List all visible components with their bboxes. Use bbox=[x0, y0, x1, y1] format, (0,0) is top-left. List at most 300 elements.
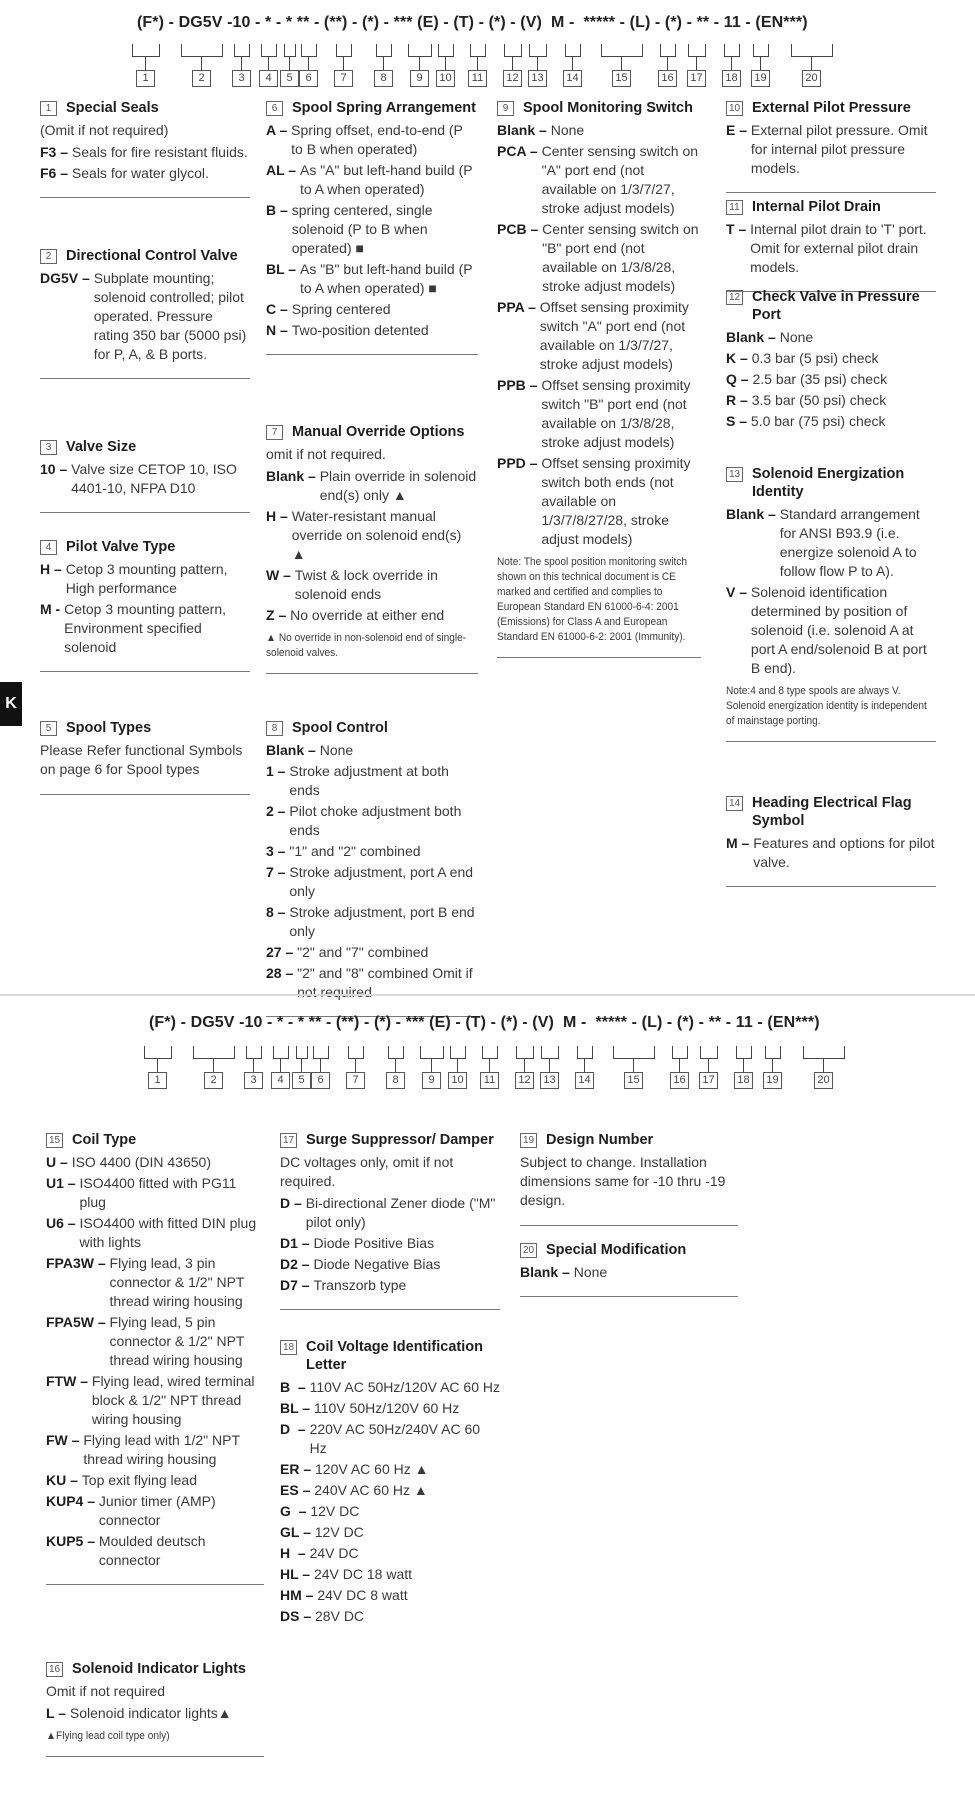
option-code: HL – bbox=[280, 1566, 314, 1582]
code-bracket bbox=[516, 1046, 534, 1059]
option-description: Solenoid indicator lights▲ bbox=[69, 1705, 232, 1721]
code-position-box: 16 bbox=[670, 1072, 689, 1089]
option-code: Blank – bbox=[266, 468, 320, 484]
option-description: Flying lead, 5 pin connector & 1/2" NPT thread wiring housing bbox=[109, 1314, 245, 1368]
section-title: External Pilot Pressure bbox=[752, 100, 911, 116]
section-intro: (Omit if not required) bbox=[40, 122, 169, 138]
option-item bbox=[266, 762, 478, 800]
section-intro: Please Refer functional Symbols on page 6 for Spool types bbox=[40, 742, 243, 777]
code-bracket-stem bbox=[308, 56, 309, 70]
section-12 bbox=[726, 288, 936, 433]
option-code: C – bbox=[266, 301, 292, 317]
code-bracket-stem bbox=[213, 1058, 214, 1072]
code-bracket-stem bbox=[584, 1058, 585, 1072]
option-item bbox=[46, 1372, 264, 1429]
code-bracket bbox=[296, 1046, 308, 1059]
code-position-box: 15 bbox=[612, 70, 631, 87]
option-item bbox=[497, 220, 701, 296]
option-description: Diode Negative Bias bbox=[313, 1256, 441, 1272]
section-11 bbox=[726, 198, 936, 292]
option-description: Cetop 3 mounting pattern, Environment specified solenoid bbox=[64, 601, 226, 655]
code-position-box: 19 bbox=[751, 70, 770, 87]
option-code: M - bbox=[40, 601, 65, 617]
option-description: Pilot choke adjustment both ends bbox=[289, 803, 462, 838]
code-bracket-stem bbox=[708, 1058, 709, 1072]
option-description: None bbox=[319, 742, 354, 758]
section-title: Heading Electrical Flag Symbol bbox=[752, 795, 912, 829]
option-description: Moulded deutsch connector bbox=[98, 1533, 206, 1568]
code-bracket bbox=[388, 1046, 404, 1059]
option-item bbox=[726, 121, 936, 178]
code-bracket bbox=[193, 1046, 235, 1059]
option-code: PCA – bbox=[497, 143, 542, 159]
section-header bbox=[40, 538, 250, 556]
option-item bbox=[280, 1586, 500, 1605]
option-item bbox=[280, 1460, 500, 1479]
section-header bbox=[726, 465, 936, 501]
option-item bbox=[280, 1523, 500, 1542]
code-position-box: 17 bbox=[687, 70, 706, 87]
code-position-box: 2 bbox=[192, 70, 211, 87]
option-code: U1 – bbox=[46, 1175, 80, 1191]
option-description: Flying lead, 3 pin connector & 1/2" NPT thread wiring housing bbox=[109, 1255, 245, 1309]
code-position-box: 10 bbox=[436, 70, 455, 87]
option-item bbox=[280, 1194, 500, 1232]
section-9 bbox=[497, 99, 701, 658]
option-code: H – bbox=[40, 561, 66, 577]
option-code: PPB – bbox=[497, 377, 542, 393]
code-bracket bbox=[132, 44, 160, 57]
section-4 bbox=[40, 538, 250, 672]
code-bracket bbox=[753, 44, 769, 57]
code-bracket-stem bbox=[253, 1058, 254, 1072]
code-bracket-stem bbox=[524, 1058, 525, 1072]
option-item bbox=[726, 220, 936, 277]
option-code: BL – bbox=[266, 261, 300, 277]
option-code: KUP5 – bbox=[46, 1533, 99, 1549]
code-position-box: 7 bbox=[334, 70, 353, 87]
option-description: ISO4400 fitted with PG11 plug bbox=[79, 1175, 237, 1210]
option-code: Blank – bbox=[520, 1264, 574, 1280]
option-description: External pilot pressure. Omit for internal pilot pressure models. bbox=[750, 122, 928, 176]
section-15 bbox=[46, 1131, 264, 1585]
option-description: Flying lead, wired terminal block & 1/2" NPT thread wiring housing bbox=[91, 1373, 255, 1427]
option-description: Cetop 3 mounting pattern, High performance bbox=[65, 561, 228, 596]
section-number-box: 11 bbox=[726, 200, 743, 215]
option-description: Two-position detented bbox=[291, 322, 429, 338]
option-code: H – bbox=[280, 1545, 310, 1561]
code-bracket bbox=[438, 44, 454, 57]
code-position-box: 8 bbox=[374, 70, 393, 87]
code-position-box: 11 bbox=[480, 1072, 499, 1089]
option-code: DS – bbox=[280, 1608, 316, 1624]
section-note: Note: The spool position monitoring switch shown on this technical document is CE marked and certified and complies to European Standard EN 61000-6-4: 2001 (Emissions) for Class A and European Standard EN 61000-6-2: 2001 (Immunity). bbox=[497, 556, 687, 643]
section-title: Valve Size bbox=[66, 439, 137, 455]
option-item bbox=[266, 467, 478, 505]
code-bracket-stem bbox=[241, 56, 242, 70]
code-position-box: 8 bbox=[386, 1072, 405, 1089]
section-number-box: 15 bbox=[46, 1133, 63, 1148]
option-item bbox=[266, 863, 478, 901]
section-header bbox=[40, 247, 250, 265]
option-item bbox=[726, 412, 936, 431]
code-bracket-stem bbox=[743, 1058, 744, 1072]
section-header bbox=[266, 719, 478, 737]
code-position-box: 10 bbox=[448, 1072, 467, 1089]
code-bracket-stem bbox=[343, 56, 344, 70]
code-bracket-stem bbox=[201, 56, 202, 70]
code-bracket bbox=[565, 44, 581, 57]
code-position-box: 1 bbox=[136, 70, 155, 87]
code-position-box: 14 bbox=[575, 1072, 594, 1089]
option-item bbox=[266, 321, 478, 340]
section-number-box: 3 bbox=[40, 440, 57, 455]
code-bracket-stem bbox=[457, 1058, 458, 1072]
code-bracket-stem bbox=[489, 1058, 490, 1072]
option-item bbox=[46, 1153, 264, 1172]
option-code: S – bbox=[726, 413, 751, 429]
option-code: Blank – bbox=[497, 122, 551, 138]
option-item bbox=[280, 1481, 500, 1500]
option-code: 27 – bbox=[266, 944, 298, 960]
section-number-box: 8 bbox=[266, 721, 283, 736]
code-bracket bbox=[376, 44, 392, 57]
code-position-box: 19 bbox=[763, 1072, 782, 1089]
section-title: Spool Control bbox=[292, 720, 388, 736]
option-description: Water-resistant manual override on solenoid end(s) ▲ bbox=[291, 508, 462, 562]
code-position-box: 17 bbox=[699, 1072, 718, 1089]
option-code: PCB – bbox=[497, 221, 543, 237]
option-code: F6 – bbox=[40, 165, 72, 181]
option-code: D – bbox=[280, 1195, 306, 1211]
option-description: No override at either end bbox=[290, 607, 445, 623]
code-bracket bbox=[336, 44, 352, 57]
section-header bbox=[497, 99, 701, 117]
section-title: Special Modification bbox=[546, 1242, 687, 1258]
code-bracket-stem bbox=[383, 56, 384, 70]
code-bracket bbox=[348, 1046, 364, 1059]
code-bracket bbox=[577, 1046, 593, 1059]
section-note: ▲ No override in non-solenoid end of single-solenoid valves. bbox=[266, 632, 467, 659]
option-description: Spring offset, end-to-end (P to B when operated) bbox=[291, 122, 463, 157]
option-item bbox=[46, 1492, 264, 1530]
code-bracket-stem bbox=[419, 56, 420, 70]
option-description: Offset sensing proximity switch both ends (not available on 1/3/7/8/27/28, stroke adjust models) bbox=[541, 455, 691, 547]
section-17 bbox=[280, 1131, 500, 1310]
section-number-box: 10 bbox=[726, 101, 743, 116]
option-description: Seals for water glycol. bbox=[71, 165, 209, 181]
option-item bbox=[497, 454, 701, 549]
option-item bbox=[280, 1607, 500, 1626]
code-position-box: 1 bbox=[148, 1072, 167, 1089]
section-header bbox=[520, 1241, 738, 1259]
code-bracket-stem bbox=[633, 1058, 634, 1072]
option-item bbox=[726, 370, 936, 389]
option-item bbox=[46, 1174, 264, 1212]
option-item bbox=[497, 298, 701, 374]
code-bracket-stem bbox=[445, 56, 446, 70]
section-14 bbox=[726, 794, 936, 887]
option-description: Center sensing switch on "B" port end (not available on 1/3/8/28, stroke adjust models) bbox=[542, 221, 699, 294]
code-bracket-stem bbox=[280, 1058, 281, 1072]
section-title: Special Seals bbox=[66, 100, 159, 116]
option-code: Blank – bbox=[266, 742, 320, 758]
option-item bbox=[726, 583, 936, 678]
code-bracket bbox=[504, 44, 522, 57]
code-bracket-stem bbox=[772, 1058, 773, 1072]
code-position-box: 15 bbox=[624, 1072, 643, 1089]
option-item bbox=[40, 560, 250, 598]
option-code: ES – bbox=[280, 1482, 315, 1498]
section-header bbox=[46, 1131, 264, 1149]
option-description: Top exit flying lead bbox=[81, 1472, 197, 1488]
option-item bbox=[280, 1565, 500, 1584]
section-3 bbox=[40, 438, 250, 513]
section-number-box: 14 bbox=[726, 796, 743, 811]
option-item bbox=[520, 1263, 738, 1282]
option-description: Seals for fire resistant fluids. bbox=[71, 144, 248, 160]
code-bracket-stem bbox=[512, 56, 513, 70]
code-bracket-stem bbox=[760, 56, 761, 70]
section-header bbox=[266, 99, 478, 117]
code-position-box: 4 bbox=[271, 1072, 290, 1089]
section-intro: Subject to change. Installation dimensions same for -10 thru -19 design. bbox=[520, 1154, 726, 1208]
section-header bbox=[726, 99, 936, 117]
option-description: 12V DC bbox=[314, 1524, 364, 1540]
option-description: Transzorb type bbox=[313, 1277, 407, 1293]
code-bracket-stem bbox=[320, 1058, 321, 1072]
code-position-box: 18 bbox=[734, 1072, 753, 1089]
option-item bbox=[497, 376, 701, 452]
option-description: Twist & lock override in solenoid ends bbox=[294, 567, 438, 602]
code-bracket bbox=[273, 1046, 289, 1059]
section-19 bbox=[520, 1131, 738, 1226]
option-description: 24V DC bbox=[309, 1545, 359, 1561]
option-description: 0.3 bar (5 psi) check bbox=[751, 350, 879, 366]
option-code: A – bbox=[266, 122, 292, 138]
section-title: Manual Override Options bbox=[292, 424, 465, 440]
code-position-box: 7 bbox=[346, 1072, 365, 1089]
code-bracket bbox=[541, 1046, 559, 1059]
option-item bbox=[266, 943, 478, 962]
option-description: 2.5 bar (35 psi) check bbox=[752, 371, 888, 387]
section-title: Design Number bbox=[546, 1132, 654, 1148]
code-position-box: 20 bbox=[802, 70, 821, 87]
option-item bbox=[40, 269, 250, 364]
code-bracket bbox=[700, 1046, 718, 1059]
option-description: Internal pilot drain to 'T' port. Omit for external pilot drain models. bbox=[750, 221, 927, 275]
code-bracket bbox=[482, 1046, 498, 1059]
option-item bbox=[266, 300, 478, 319]
code-position-box: 20 bbox=[814, 1072, 833, 1089]
code-bracket bbox=[234, 44, 250, 57]
section-number-box: 1 bbox=[40, 101, 57, 116]
option-code: E – bbox=[726, 122, 751, 138]
option-code: 3 – bbox=[266, 843, 290, 859]
option-item bbox=[726, 349, 936, 368]
option-description: Spring centered bbox=[291, 301, 391, 317]
option-code: T – bbox=[726, 221, 751, 237]
option-code: Blank – bbox=[726, 506, 780, 522]
option-item bbox=[46, 1214, 264, 1252]
option-description: Center sensing switch on "A" port end (not available on 1/3/7/27, stroke adjust models) bbox=[541, 143, 699, 216]
section-title: Coil Voltage Identification Letter bbox=[306, 1339, 483, 1373]
option-code: R – bbox=[726, 392, 752, 408]
option-item bbox=[266, 566, 478, 604]
section-title: Solenoid Energization Identity bbox=[752, 466, 905, 500]
option-description: As "B" but left-hand build (P to A when operated) ■ bbox=[299, 261, 473, 296]
code-position-box: 3 bbox=[244, 1072, 263, 1089]
option-description: None bbox=[779, 329, 814, 345]
option-code: Blank – bbox=[726, 329, 780, 345]
section-title: Spool Spring Arrangement bbox=[292, 100, 476, 116]
option-item bbox=[280, 1502, 500, 1521]
option-description: Plain override in solenoid end(s) only ▲ bbox=[319, 468, 477, 503]
code-bracket bbox=[470, 44, 486, 57]
code-bracket-stem bbox=[696, 56, 697, 70]
code-position-box: 6 bbox=[299, 70, 318, 87]
section-title: Internal Pilot Drain bbox=[752, 199, 881, 215]
code-bracket-stem bbox=[477, 56, 478, 70]
code-bracket-stem bbox=[621, 56, 622, 70]
code-position-box: 11 bbox=[468, 70, 487, 87]
option-item bbox=[266, 802, 478, 840]
option-code: M – bbox=[726, 835, 754, 851]
option-code: B – bbox=[280, 1379, 310, 1395]
code-bracket bbox=[246, 1046, 262, 1059]
code-bracket bbox=[736, 1046, 752, 1059]
option-item bbox=[280, 1378, 500, 1397]
option-code: N – bbox=[266, 322, 292, 338]
option-item bbox=[40, 600, 250, 657]
option-code: PPA – bbox=[497, 299, 540, 315]
code-position-box: 4 bbox=[259, 70, 278, 87]
section-header bbox=[40, 99, 250, 117]
section-16 bbox=[46, 1660, 264, 1757]
section-note: Note:4 and 8 type spools are always V. Solenoid energization identity is independent of mainstage porting. bbox=[726, 685, 927, 727]
code-bracket-stem bbox=[355, 1058, 356, 1072]
option-description: None bbox=[550, 122, 585, 138]
section-title: Surge Suppressor/ Damper bbox=[306, 1132, 494, 1148]
option-code: BL – bbox=[280, 1400, 314, 1416]
section-intro: DC voltages only, omit if not required. bbox=[280, 1154, 454, 1189]
code-bracket-stem bbox=[537, 56, 538, 70]
option-item bbox=[266, 903, 478, 941]
code-bracket-stem bbox=[811, 56, 812, 70]
option-code: FTW – bbox=[46, 1373, 92, 1389]
option-item bbox=[280, 1399, 500, 1418]
option-code: 7 – bbox=[266, 864, 290, 880]
option-code: F3 – bbox=[40, 144, 72, 160]
option-code: FPA5W – bbox=[46, 1314, 110, 1330]
section-title: Check Valve in Pressure Port bbox=[752, 289, 920, 323]
option-code: G – bbox=[280, 1503, 311, 1519]
model-code: (F*) - DG5V -10 - * - * ** - (**) - (*) - *** (E) - (T) - (*) - (V) M - ***** - (L) - (*) - ** - 11 - (EN***) bbox=[137, 14, 808, 31]
section-number-box: 9 bbox=[497, 101, 514, 116]
option-code: 8 – bbox=[266, 904, 290, 920]
option-description: 3.5 bar (50 psi) check bbox=[751, 392, 887, 408]
option-item bbox=[266, 260, 478, 298]
option-description: 12V DC bbox=[310, 1503, 360, 1519]
option-description: "1" and "2" combined bbox=[289, 843, 421, 859]
code-position-box: 9 bbox=[422, 1072, 441, 1089]
option-code: AL – bbox=[266, 162, 300, 178]
option-description: Junior timer (AMP) connector bbox=[98, 1493, 216, 1528]
option-code: 2 – bbox=[266, 803, 290, 819]
code-position-box: 12 bbox=[503, 70, 522, 87]
option-code: Z – bbox=[266, 607, 291, 623]
option-description: None bbox=[573, 1264, 608, 1280]
section-intro: omit if not required. bbox=[266, 446, 386, 462]
option-item bbox=[266, 606, 478, 625]
option-item bbox=[280, 1544, 500, 1563]
option-item bbox=[40, 164, 250, 183]
code-bracket-stem bbox=[823, 1058, 824, 1072]
option-item bbox=[726, 328, 936, 347]
code-bracket bbox=[724, 44, 740, 57]
option-description: Valve size CETOP 10, ISO 4401-10, NFPA D10 bbox=[71, 461, 237, 496]
code-bracket bbox=[261, 44, 277, 57]
code-bracket bbox=[408, 44, 432, 57]
code-bracket-stem bbox=[731, 56, 732, 70]
code-position-box: 12 bbox=[515, 1072, 534, 1089]
code-position-box: 3 bbox=[232, 70, 251, 87]
option-item bbox=[497, 121, 701, 140]
section-20 bbox=[520, 1241, 738, 1297]
section-6 bbox=[266, 99, 478, 355]
section-header bbox=[726, 794, 936, 830]
option-description: 240V AC 60 Hz ▲ bbox=[314, 1482, 428, 1498]
option-description: Features and options for pilot valve. bbox=[753, 835, 935, 870]
option-item bbox=[726, 505, 936, 581]
code-bracket bbox=[613, 1046, 655, 1059]
option-code: KU – bbox=[46, 1472, 82, 1488]
option-item bbox=[280, 1234, 500, 1253]
section-13 bbox=[726, 465, 936, 742]
option-code: FW – bbox=[46, 1432, 84, 1448]
option-code: L – bbox=[46, 1705, 70, 1721]
section-number-box: 19 bbox=[520, 1133, 537, 1148]
code-bracket bbox=[181, 44, 223, 57]
option-code: DG5V – bbox=[40, 270, 94, 286]
option-description: Subplate mounting; solenoid controlled; pilot operated. Pressure rating 350 bar (5000 psi) for P, A, & B ports. bbox=[93, 270, 247, 362]
option-item bbox=[40, 143, 250, 162]
option-description: 110V 50Hz/120V 60 Hz bbox=[313, 1400, 460, 1416]
section-header bbox=[280, 1338, 500, 1374]
section-1 bbox=[40, 99, 250, 198]
option-description: ISO4400 with fitted DIN plug with lights bbox=[79, 1215, 257, 1250]
option-description: 220V AC 50Hz/240V AC 60 Hz bbox=[309, 1421, 481, 1456]
option-item bbox=[46, 1704, 264, 1723]
option-description: Stroke adjustment, port B end only bbox=[289, 904, 475, 939]
code-bracket bbox=[420, 1046, 444, 1059]
section-title: Spool Monitoring Switch bbox=[523, 100, 693, 116]
section-title: Spool Types bbox=[66, 720, 152, 736]
section-header bbox=[46, 1660, 264, 1678]
code-bracket bbox=[529, 44, 547, 57]
bottom-panel bbox=[0, 994, 975, 1795]
code-bracket-stem bbox=[301, 1058, 302, 1072]
option-item bbox=[46, 1532, 264, 1570]
option-code: 10 – bbox=[40, 461, 72, 477]
section-title: Pilot Valve Type bbox=[66, 539, 176, 555]
option-description: Stroke adjustment, port A end only bbox=[289, 864, 474, 899]
section-number-box: 7 bbox=[266, 425, 283, 440]
option-item bbox=[46, 1471, 264, 1490]
section-2 bbox=[40, 247, 250, 379]
section-10 bbox=[726, 99, 936, 193]
section-8 bbox=[266, 719, 478, 1017]
